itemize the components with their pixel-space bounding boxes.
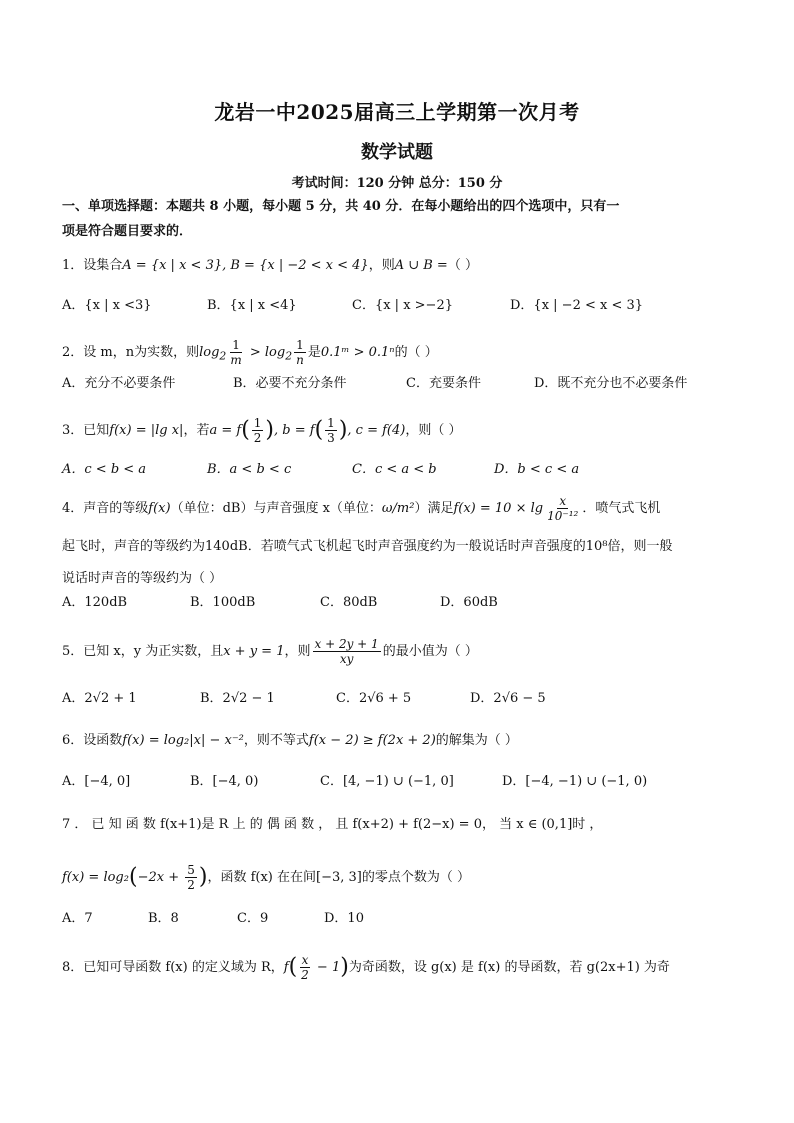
q5-option-c[interactable]: C．2√6 + 5 bbox=[336, 691, 412, 706]
q6-mid: ，则不等式 bbox=[243, 733, 309, 748]
q1-mid: ，则 bbox=[368, 258, 395, 273]
q5-condition: x + y = 1 bbox=[223, 644, 285, 659]
q3-option-c[interactable]: C．c < a < b bbox=[352, 462, 437, 477]
q6-option-d[interactable]: D．[−4, −1) ∪ (−1, 0) bbox=[502, 774, 648, 789]
q2-post: 的（ ） bbox=[394, 345, 438, 360]
q8-frac-x-half: $\frac{x}{2}$ bbox=[301, 953, 309, 982]
q6-option-c[interactable]: C．[4, −1) ∪ (−1, 0] bbox=[320, 774, 454, 789]
q7-post: ，函数 f(x) 在在间[−3, 3]的零点个数为（ ） bbox=[207, 870, 470, 885]
q2-prefix: 2．设 m，n为实数，则 bbox=[62, 345, 200, 360]
q1-union: A ∪ B = bbox=[394, 258, 448, 273]
question-4-line3: 说话时声音的等级约为（ ） bbox=[62, 571, 223, 586]
question-6 bbox=[62, 731, 742, 751]
q5-mid: ，则 bbox=[284, 644, 311, 659]
q8-f: f bbox=[283, 960, 289, 975]
question-2 bbox=[62, 338, 742, 367]
q7-option-a[interactable]: A．7 bbox=[62, 911, 93, 926]
q2-log-left: $\log_2$ bbox=[199, 345, 227, 363]
q6-option-b[interactable]: B．[−4, 0) bbox=[190, 774, 259, 789]
question-4-line2: 起飞时，声音的等级约为140dB．若喷气式飞机起飞时声音强度约为一般说话时声音强度的10⁸倍，则一般 bbox=[62, 539, 673, 554]
exam-subject: 数学试题 bbox=[361, 142, 433, 163]
q7-option-b[interactable]: B．8 bbox=[148, 911, 179, 926]
question-3: 3．已知f(x) = |lg x|，若a = f( $\frac{1}{2}$ ), b = f( $\frac{1}{3}$ ), c = f(4)，则（ ） bbox=[62, 416, 462, 445]
q3-post: ，则（ ） bbox=[405, 423, 462, 438]
q6-prefix: 6．设函数 bbox=[62, 733, 123, 748]
q3-frac-third: $\frac{1}{3}$ bbox=[327, 416, 335, 445]
q1-prefix: 1．设集合 bbox=[62, 258, 123, 273]
q7-frac-five-halves: $\frac{5}{2}$ bbox=[187, 863, 195, 892]
q6-inequality: f(x − 2) ≥ f(2x + 2) bbox=[308, 733, 436, 748]
q8-prefix: 8．已知可导函数 f(x) 的定义域为 R， bbox=[62, 960, 284, 975]
q2-gt: > bbox=[245, 345, 265, 360]
q2-option-d[interactable]: D．既不充分也不必要条件 bbox=[534, 376, 688, 391]
q3-prefix: 3．已知 bbox=[62, 423, 110, 438]
section-heading-line2: 项是符合题目要求的． bbox=[62, 224, 193, 239]
q4-prefix: 4．声音的等级 bbox=[62, 501, 149, 516]
q2-option-b[interactable]: B．必要不充分条件 bbox=[233, 376, 347, 391]
section-heading-line1: 一、单项选择题：本题共 8 小题，每小题 5 分，共 40 分．在每小题给出的四个选项中，只有一 bbox=[62, 199, 620, 214]
q1-post: （ ） bbox=[447, 258, 478, 273]
q3-c: , c = f(4) bbox=[347, 423, 406, 438]
question-4-line1 bbox=[62, 494, 742, 523]
q2-log-right: $\log_2$ bbox=[264, 345, 293, 363]
question-5 bbox=[62, 637, 742, 666]
question-8: 8．已知可导函数 f(x) 的定义域为 R，f( $\frac{x}{2}$ − 1)为奇函数，设 g(x) 是 f(x) 的导函数，若 g(2x+1) 为奇 bbox=[62, 953, 670, 982]
q4-option-a[interactable]: A．120dB bbox=[62, 595, 128, 610]
q3-option-a[interactable]: A．c < b < a bbox=[62, 462, 147, 477]
q5-post: 的最小值为（ ） bbox=[382, 644, 478, 659]
q5-option-d[interactable]: D．2√6 − 5 bbox=[470, 691, 546, 706]
q4-mid: （单位：dB）与声音强度 x（单位： bbox=[170, 501, 382, 516]
q2-option-a[interactable]: A．充分不必要条件 bbox=[62, 376, 176, 391]
exam-info: 考试时间：120 分钟 总分：150 分 bbox=[291, 176, 503, 191]
q4-mid2: ）满足 bbox=[414, 501, 454, 516]
q6-option-a[interactable]: A．[−4, 0] bbox=[62, 774, 131, 789]
q4-unit: ω/m² bbox=[381, 501, 415, 516]
q3-mid: ，若 bbox=[183, 423, 210, 438]
q4-fx: f(x) bbox=[148, 501, 171, 516]
q8-inner-post: − 1 bbox=[312, 960, 341, 975]
q5-frac: $\frac{x + 2y + 1}{xy}$ bbox=[314, 637, 379, 666]
q7-function: f(x) = log₂ bbox=[62, 870, 129, 885]
q7-option-c[interactable]: C．9 bbox=[237, 911, 269, 926]
q4-post: ．喷气式飞机 bbox=[582, 501, 661, 516]
q1-option-d[interactable]: D．{x | −2 < x < 3} bbox=[510, 298, 644, 313]
q3-function: f(x) = |lg x| bbox=[109, 423, 184, 438]
exam-title: 龙岩一中2025届高三上学期第一次月考 bbox=[214, 100, 580, 124]
q2-frac-1-m: $\frac{1}{m}$ bbox=[230, 338, 242, 367]
q4-frac: $\frac{x}{\text{10⁻¹²}}$ bbox=[547, 494, 579, 523]
q4-option-c[interactable]: C．80dB bbox=[320, 595, 378, 610]
q3-option-b[interactable]: B．a < b < c bbox=[207, 462, 292, 477]
q2-power-ineq: 0.1ᵐ > 0.1ⁿ bbox=[320, 345, 395, 360]
q7-option-d[interactable]: D．10 bbox=[324, 911, 364, 926]
q2-mid: 是 bbox=[307, 345, 321, 360]
q7-inner: −2x + bbox=[137, 870, 184, 885]
q8-post: 为奇函数，设 g(x) 是 f(x) 的导函数，若 g(2x+1) 为奇 bbox=[348, 960, 670, 975]
q2-frac-1-n: $\frac{1}{n}$ bbox=[296, 338, 304, 367]
q4-option-b[interactable]: B．100dB bbox=[190, 595, 256, 610]
question-7-line1: 7 ． 已 知 函 数 f(x+1)是 R 上 的 偶 函 数 ， 且 f(x+2) + f(2−x) = 0， 当 x ∈ (0,1]时 ， bbox=[62, 817, 603, 832]
q3-b: , b = f bbox=[274, 423, 315, 438]
q5-option-b[interactable]: B．2√2 − 1 bbox=[200, 691, 275, 706]
q3-option-d[interactable]: D．b < c < a bbox=[494, 462, 580, 477]
q1-option-b[interactable]: B．{x | x <4} bbox=[207, 298, 297, 313]
q6-function: f(x) = log₂|x| − x⁻² bbox=[122, 733, 244, 748]
question-7-line2: f(x) = log₂(−2x + $\frac{5}{2}$ )，函数 f(x) 在在间[−3, 3]的零点个数为（ ） bbox=[62, 863, 470, 892]
q1-option-c[interactable]: C．{x | x >−2} bbox=[352, 298, 453, 313]
q4-formula: f(x) = 10 × lg bbox=[453, 501, 544, 516]
question-1 bbox=[62, 256, 742, 276]
q6-post: 的解集为（ ） bbox=[435, 733, 518, 748]
q5-option-a[interactable]: A．2√2 + 1 bbox=[62, 691, 137, 706]
q3-frac-half: $\frac{1}{2}$ bbox=[253, 416, 262, 445]
q1-sets: A = {x | x < 3}, B = {x | −2 < x < 4} bbox=[122, 258, 369, 273]
q3-a: a = f bbox=[209, 423, 242, 438]
q1-option-a[interactable]: A．{x | x <3} bbox=[62, 298, 152, 313]
q2-option-c[interactable]: C．充要条件 bbox=[406, 376, 481, 391]
q4-option-d[interactable]: D．60dB bbox=[440, 595, 498, 610]
q5-prefix: 5．已知 x，y 为正实数，且 bbox=[62, 644, 224, 659]
